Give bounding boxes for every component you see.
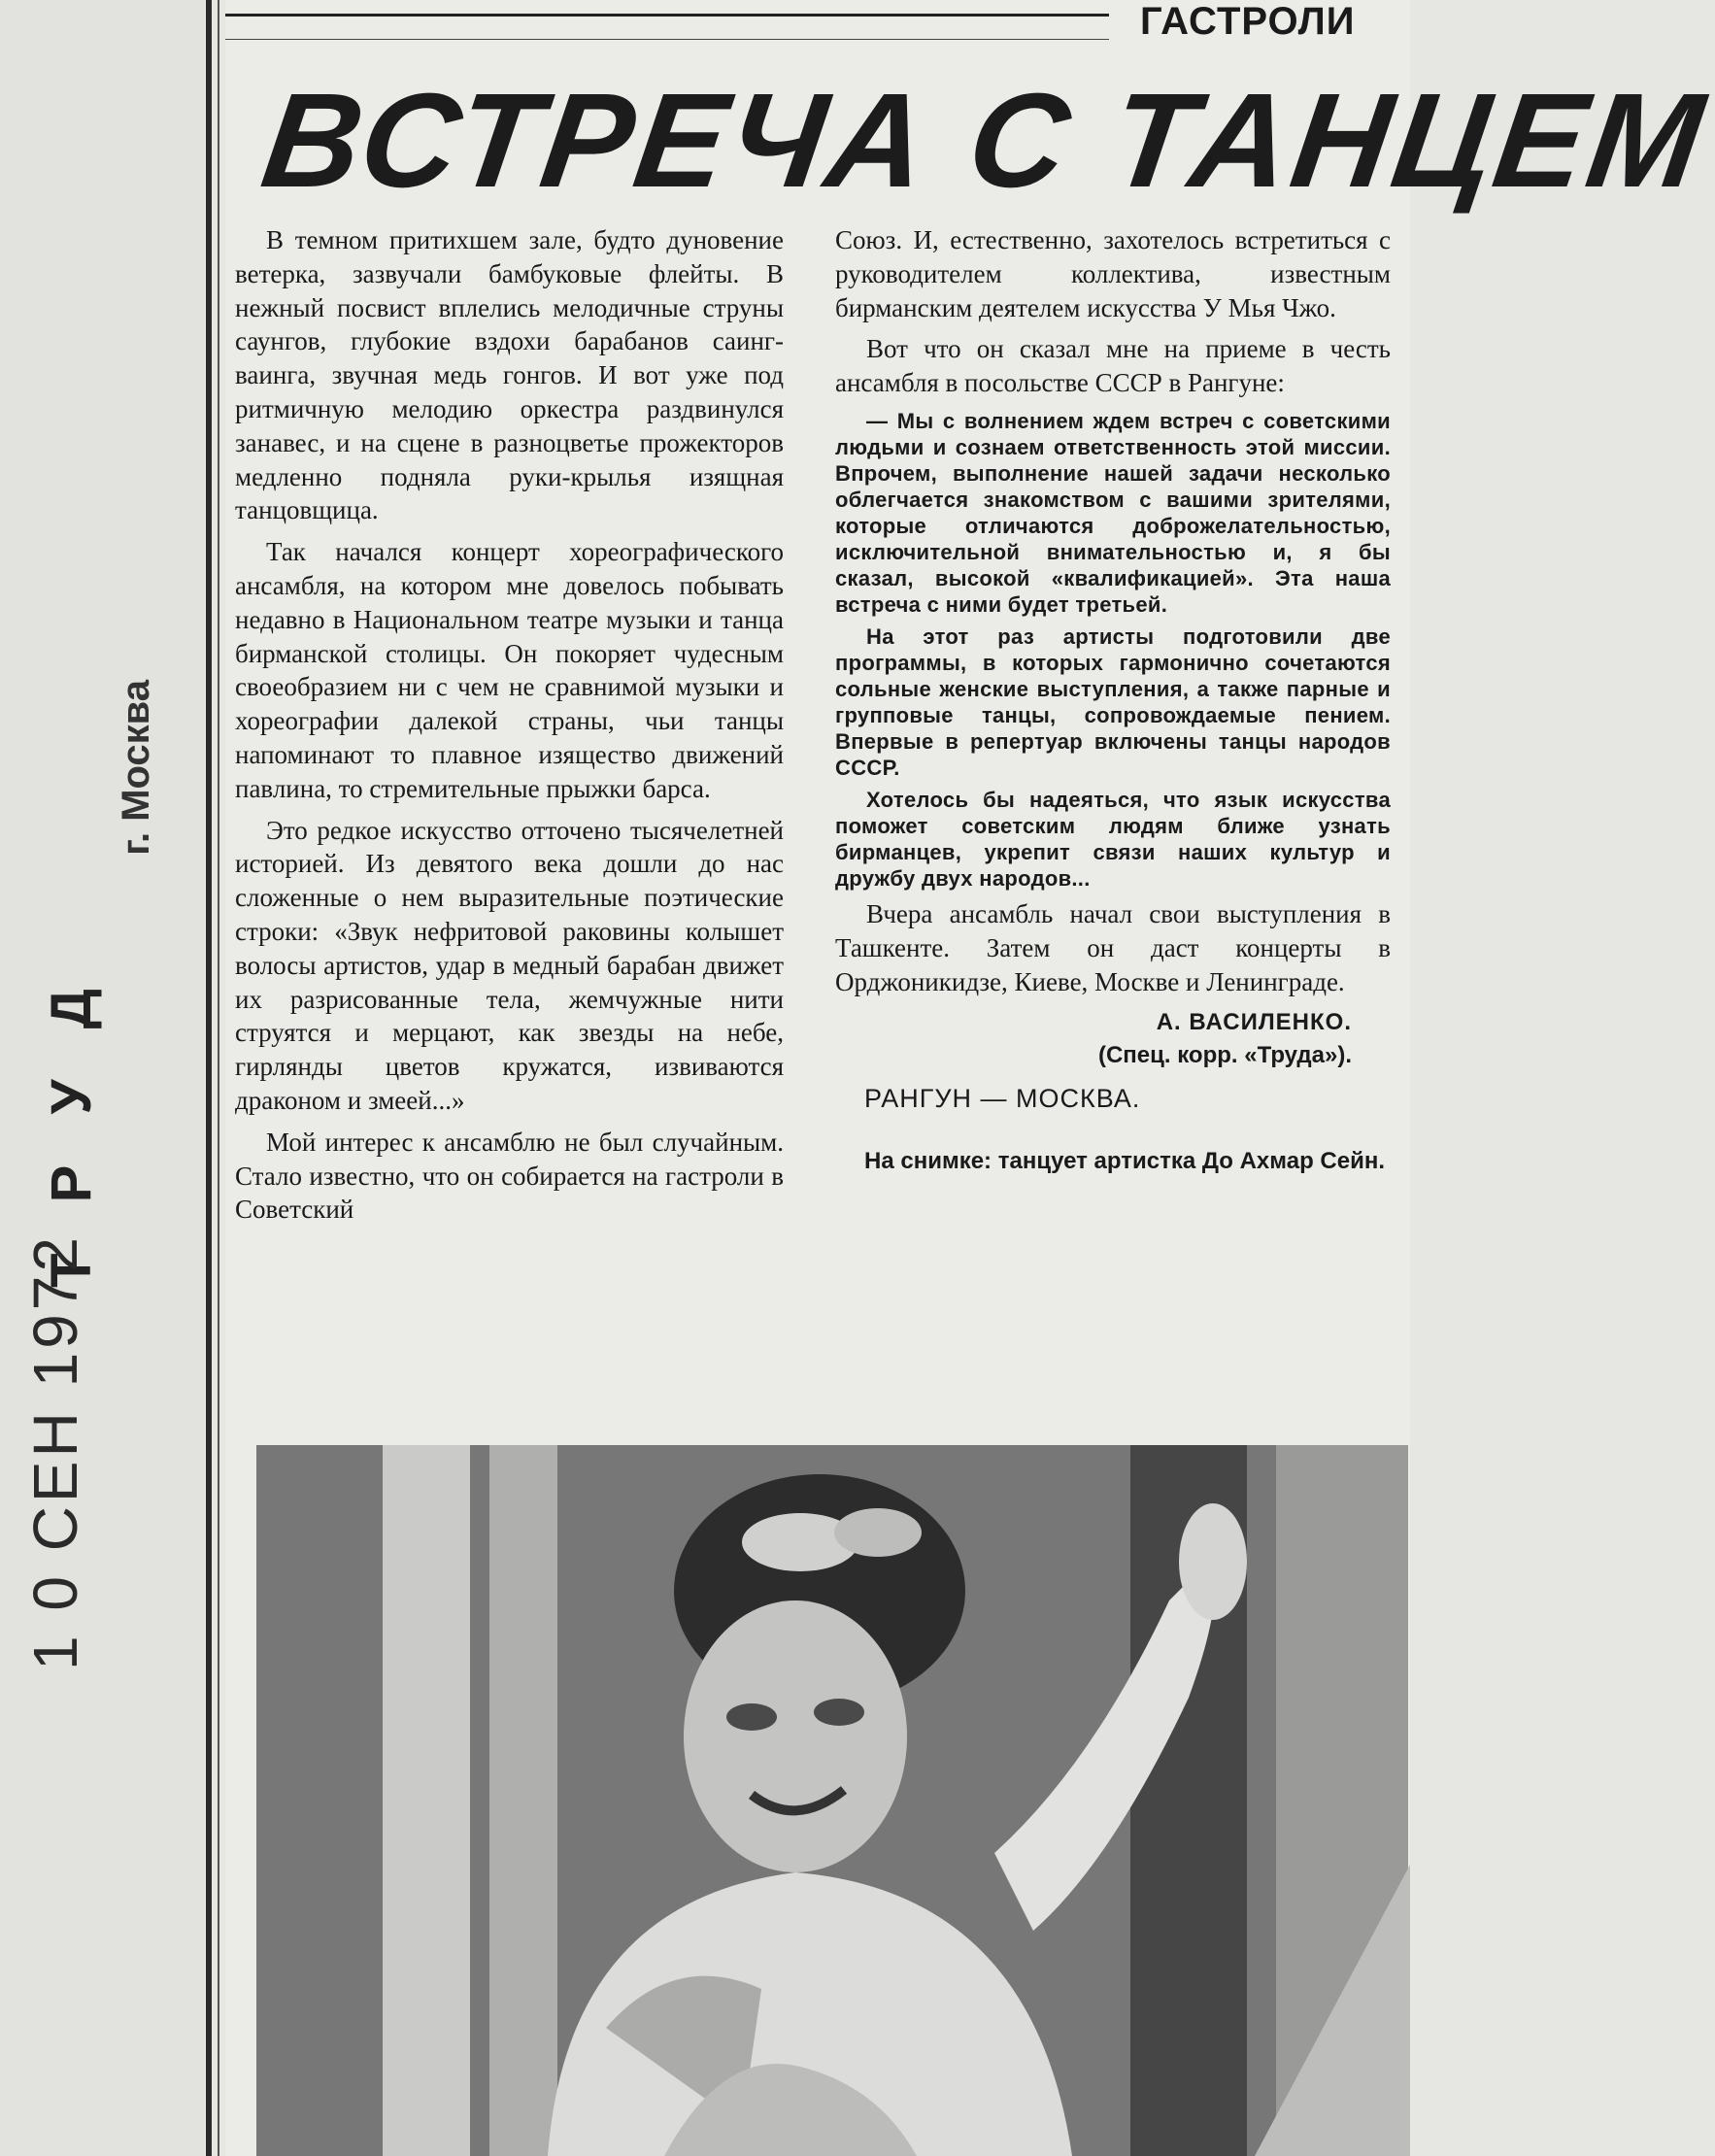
- paragraph-intro: Вот что он сказал мне на приеме в честь ансамбля в посольстве СССР в Рангуне:: [835, 334, 1391, 398]
- clipping-border: [206, 0, 212, 2156]
- paragraph: Мой интерес к ансамблю не был случайным. Стало известно, что он собирается на гастроли в Советский: [235, 1127, 784, 1225]
- stamp-city: г. Москва: [115, 680, 157, 856]
- quote-paragraph: На этот раз артисты подготовили две программы, в которых гармонично сочетаются сольные женские выступления, а также парные и групповые танцы, сопровождаемые пением. Впервые в репертуар включены танцы народов СССР.: [835, 623, 1391, 780]
- rubric-rule-thin: [225, 39, 1109, 40]
- dancer-photo: [256, 1445, 1408, 2156]
- author-role: (Спец. корр. «Труда»).: [1097, 1042, 1352, 1069]
- dancer-photo-image: [256, 1445, 1408, 2156]
- paragraph: Это редкое искусство отточено тысячелетней историей. Из девятого века дошли до нас сложенные о нем выразительные поэтические строки: «Звук нефритовой раковины колышет волосы артистов, удар в медный барабан движет их разрисованные тела, жемчужные нити струятся и мерцают, как звезды на небе, гирлянды цветов кружатся, извиваются драконом и змеей...»: [235, 815, 784, 1115]
- rubric-rule: [225, 14, 1109, 17]
- column-left: [235, 223, 784, 1234]
- quote-paragraph: — Мы с волнением ждем встреч с советскими людьми и сознаем ответственность этой миссии. Впрочем, выполнение нашей задачи несколько облегчается знакомством с вашими зрителями, которые отличаются доброжелательностью, исключительной внимательностью и, я бы сказал, высокой «квалификацией». Эта наша встреча с ними будет третьей.: [835, 408, 1391, 617]
- signature: [835, 1006, 1391, 1072]
- paragraph: Так начался концерт хореографического ансамбля, на котором мне довелось побывать недавно в Национальном театре музыки и танца бирманской столицы. Он покоряет чудесным своеобразием ни с чем не сравнимой музыки и хореографии далекой страны, чьи танцы напоминают то плавное изящество движений павлина, то стремительные прыжки барса.: [235, 537, 784, 803]
- headline: ВСТРЕЧА С ТАНЦЕМ: [253, 66, 1715, 216]
- author-name: А. ВАСИЛЕНКО.: [1156, 1009, 1352, 1036]
- paper-corner-fold: [1255, 1865, 1410, 2156]
- photo-caption: На снимке: танцует артистка До Ахмар Сейн.: [864, 1148, 1385, 1175]
- margin-strip: [0, 0, 204, 2156]
- clipping-border-inner: [218, 0, 219, 2156]
- paragraph-closing: Вчера ансамбль начал свои выступления в Ташкенте. Затем он даст концерты в Орджоникидзе, Киеве, Москве и Ленинграде.: [835, 898, 1391, 996]
- dateline: РАНГУН — МОСКВА.: [864, 1084, 1141, 1114]
- paragraph-lead: Союз. И, естественно, захотелось встретиться с руководителем коллектива, известным бирманским деятелем искусства У Мья Чжо.: [835, 225, 1391, 322]
- article: [225, 0, 1715, 2156]
- stamp-newspaper: Т Р У Д: [40, 971, 103, 1288]
- rubric-label: ГАСТРОЛИ: [1140, 0, 1356, 43]
- paragraph: В темном притихшем зале, будто дуновение ветерка, зазвучали бамбуковые флейты. В нежный посвист вплелись мелодичные струны саунгов, глубокие вздохи барабанов саинг-ваинга, звучная медь гонгов. И вот уже под ритмичную мелодию оркестра раздвинулся занавес, и на сцене в разноцветье прожекторов медленно подняла руки-крылья изящная танцовщица.: [235, 225, 784, 525]
- stamp-date: 1 0 СЕН 1972: [20, 1233, 90, 1671]
- quote-paragraph: Хотелось бы надеяться, что язык искусства поможет советским людям ближе узнать бирманцев, укрепит связи наших культур и дружбу двух народов...: [835, 787, 1391, 891]
- interview-quote: [835, 408, 1391, 892]
- column-right: [835, 223, 1391, 1178]
